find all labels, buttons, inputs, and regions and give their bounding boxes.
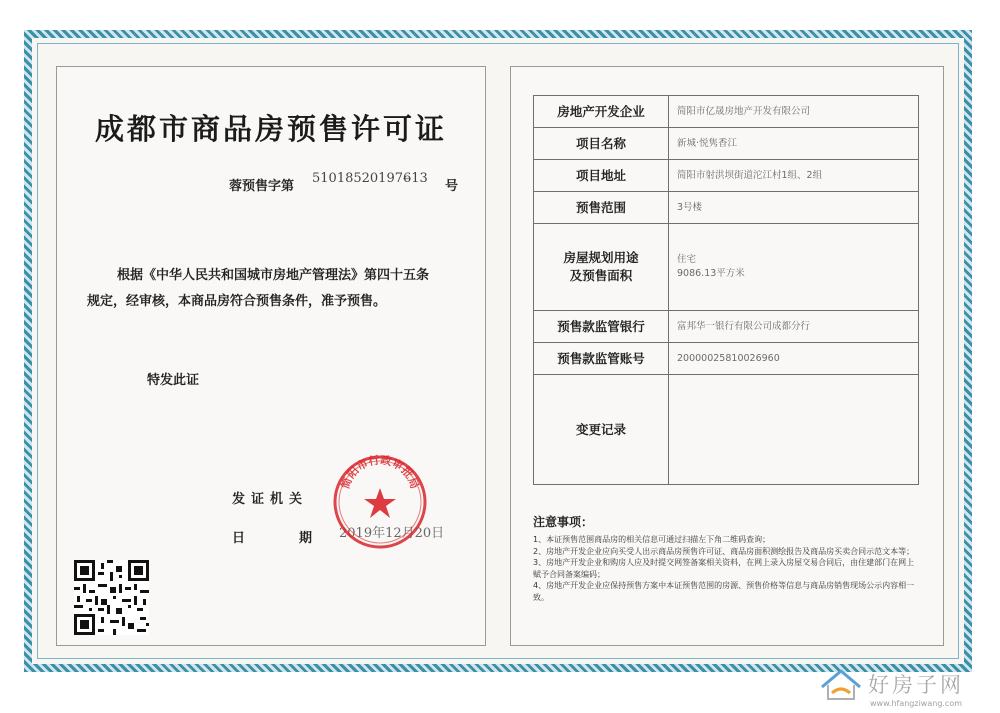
permit-prefix: 蓉预售字第	[229, 179, 295, 194]
notes-item: 4、房地产开发企业应保持预售方案中本证预售范围的房源、预售价格等信息与商品房销售现场公示内容相一致。	[533, 581, 915, 602]
table-row	[534, 224, 919, 311]
watermark-url: www.hfangziwang.com	[870, 699, 963, 708]
table-row	[534, 160, 919, 192]
row-value: 富邦华一银行有限公司成都分行	[669, 311, 919, 343]
permit-number: 510185201976̶13	[312, 171, 428, 186]
watermark	[818, 665, 983, 710]
row-value: 20000025810026960	[669, 343, 919, 375]
row-label: 预售范围	[534, 192, 669, 224]
row-label-line-2: 及预售面积	[569, 268, 633, 283]
row-label-line-1: 房屋规划用途	[563, 250, 639, 265]
issue-date: 2019年12月20日	[339, 526, 445, 541]
special-statement: 特发此证	[147, 373, 200, 388]
qr-code-icon	[74, 560, 149, 635]
watermark-text: 好房子网	[868, 673, 964, 697]
row-value-line-1: 住宅	[677, 254, 697, 265]
body-line-1: 根据《中华人民共和国城市房地产管理法》第四十五条	[117, 268, 430, 283]
table-row	[534, 128, 919, 160]
notes	[533, 513, 921, 603]
row-value	[669, 224, 919, 311]
certificate-title: 成都市商品房预售许可证	[94, 112, 447, 146]
info-table	[533, 95, 919, 485]
notes-title: 注意事项：	[533, 515, 594, 529]
row-value: 简阳市亿晟房地产开发有限公司	[669, 96, 919, 128]
row-label: 项目地址	[534, 160, 669, 192]
row-label: 房地产开发企业	[534, 96, 669, 128]
date-label-a: 日	[232, 531, 246, 546]
notes-item: 3、房地产开发企业和购房人应及时提交网签备案相关资料，在网上录入房屋交易合同后，由住建部门在网上赋予合同备案编码；	[533, 558, 915, 579]
house-logo-icon	[818, 665, 864, 705]
table-row	[534, 375, 919, 485]
row-value: 新城·悦隽香江	[669, 128, 919, 160]
row-label: 变更记录	[534, 375, 669, 485]
row-label: 预售款监管账号	[534, 343, 669, 375]
row-value: 简阳市射洪坝街道沱江村1组、2组	[669, 160, 919, 192]
notes-item: 1、本证预售范围商品房的相关信息可通过扫描左下角二维码查询；	[533, 535, 771, 544]
table-row	[534, 192, 919, 224]
seal-text: 简阳市行政审批局	[338, 453, 422, 491]
row-value-line-2: 9086.13平方米	[677, 268, 745, 279]
issuer-label: 发证机关	[232, 492, 309, 507]
right-panel	[510, 66, 944, 646]
notes-item: 2、房地产开发企业应向买受人出示商品房预售许可证、商品房面积测绘报告及商品房买卖合同示范文本等；	[533, 546, 915, 556]
certificate-body	[87, 263, 457, 315]
left-panel	[56, 66, 486, 646]
row-value: 3号楼	[669, 192, 919, 224]
table-row	[534, 311, 919, 343]
official-seal-icon	[330, 452, 430, 552]
row-label	[534, 224, 669, 311]
permit-suffix: 号	[445, 179, 459, 194]
row-label: 预售款监管银行	[534, 311, 669, 343]
row-label: 项目名称	[534, 128, 669, 160]
row-value	[669, 375, 919, 485]
table-row	[534, 96, 919, 128]
date-label-b: 期	[299, 531, 313, 546]
table-row	[534, 343, 919, 375]
body-line-2: 规定，经审核，本商品房符合预售条件，准予预售。	[87, 294, 387, 309]
